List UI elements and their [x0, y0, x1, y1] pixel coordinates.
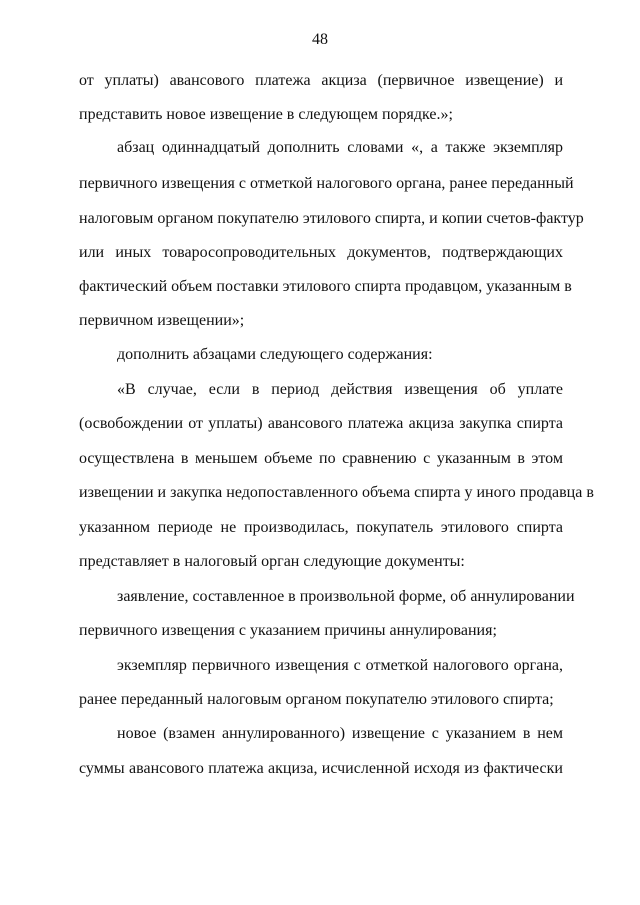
text-line: дополнить абзацами следующего содержания:	[117, 346, 433, 363]
text-line: извещении и закупка недопоставленного объема спирта у иного продавца в	[79, 484, 594, 501]
text-line: представляет в налоговый орган следующие документы:	[79, 553, 465, 570]
text-line: ранее переданный налоговым органом покупателю этилового спирта;	[79, 691, 554, 708]
text-line: экземпляр первичного извещения с отметкой налогового органа,	[117, 657, 563, 674]
text-line: (освобождении от уплаты) авансового платежа акциза закупка спирта	[79, 415, 563, 432]
text-line: представить новое извещение в следующем порядке.»;	[79, 106, 453, 123]
text-line: осуществлена в меньшем объеме по сравнению с указанным в этом	[79, 450, 563, 467]
text-line: указанном периоде не производилась, покупатель этилового спирта	[79, 519, 563, 536]
text-line: «В случае, если в период действия извещения об уплате	[117, 381, 563, 398]
text-line: абзац одиннадцатый дополнить словами «, а также экземпляр	[117, 139, 563, 156]
text-line: заявление, составленное в произвольной форме, об аннулировании	[117, 588, 575, 605]
text-line: или иных товаросопроводительных документов, подтверждающих	[79, 244, 563, 261]
text-line: первичном извещении»;	[79, 312, 245, 329]
text-line: новое (взамен аннулированного) извещение с указанием в нем	[117, 725, 563, 742]
text-line: первичного извещения с отметкой налогового органа, ранее переданный	[79, 175, 574, 192]
text-line: суммы авансового платежа акциза, исчисленной исходя из фактически	[79, 760, 563, 777]
text-line: фактический объем поставки этилового спирта продавцом, указанным в	[79, 278, 572, 295]
text-line: от уплаты) авансового платежа акциза (первичное извещение) и	[79, 72, 563, 89]
text-line: первичного извещения с указанием причины аннулирования;	[79, 622, 497, 639]
text-line: налоговым органом покупателю этилового спирта, и копии счетов-фактур	[79, 210, 584, 227]
page-number: 48	[312, 31, 328, 48]
